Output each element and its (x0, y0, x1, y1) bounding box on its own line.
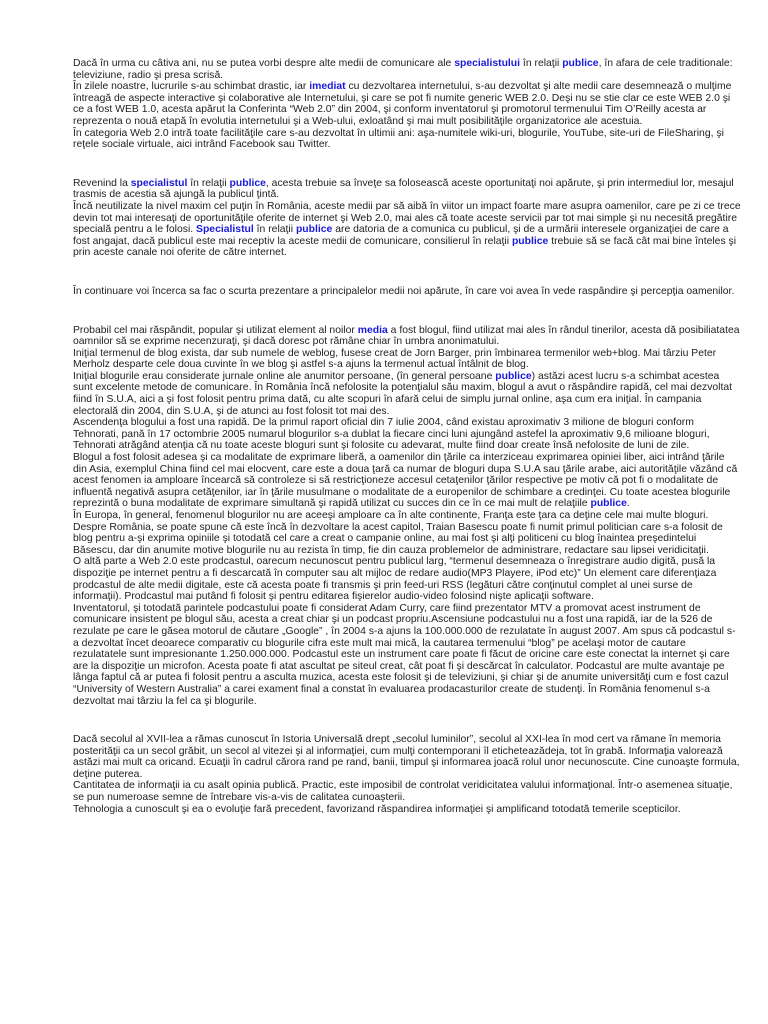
text-section (73, 325, 741, 708)
keyword-link[interactable]: publice (295, 224, 333, 236)
paragraph (73, 348, 741, 371)
paragraph (73, 371, 741, 417)
paragraph (73, 603, 741, 707)
keyword-link[interactable]: publice (229, 177, 266, 189)
keyword-link[interactable]: publice (590, 498, 627, 510)
text-run: În zilele noastre, lucrurile s-au schimbat drastic, iar (73, 81, 310, 93)
text-run: Revenind la (73, 177, 131, 189)
text-run: Ascendenţa blogului a fost una rapidă. De la primul raport oficial din 7 iulie 2004, când existau aproximativ 3 milione de bloguri conform Tehnorati, pană în 17 octombrie 2005 numarul blogurilor s-a dublat la fiecare cinci luni ajungând astefel la aproximativ 9,6 milioane bloguri, Tehnorati atrăgând atenţia că nu toate aceste bloguri sunt şi folosite cu adevarat, multe fiind doar create însă nefolosite de luni de zile. (73, 417, 710, 452)
text-run: În Europa, în general, fenomenul blogurilor nu are aceeşi amploare ca în alte continente, Franţa este ţara ca deţine cele mai multe bloguri. Despre România, se poate spune că este încă în dezvoltare la acest capitol, Traian Basescu poate fi numit primul politician care s-a folosit de blog pentru a-şi exprima opiniile şi totodată cel care a creat o campanie online, au mai fost şi alţi politiceni cu blog înaintea preşedintelui Băsescu, dar din anumite motive blogurile nu au rezista în timp, fie din cauza problemelor de administrare, redactare sau lipsei veridicitaţii. (73, 510, 723, 556)
paragraph (73, 417, 741, 452)
document-body (73, 58, 741, 815)
paragraph (73, 780, 741, 803)
paragraph (73, 510, 741, 556)
paragraph (73, 452, 741, 510)
text-run: Încă neutilizate la nivel maxim cel puţin în România, aceste medii par să aibă în viitor un impact foarte mare asupra oamenilor, care pe zi ce trece devin tot mai interesaţi de oportunităţile oferite de internet şi Web 2.0, mai ales că toate aceste servicii par tot mai simple şi nu necesită pregătire specială pentru a le folosi. (73, 200, 741, 236)
text-run: Iniţial termenul de blog exista, dar sub numele de weblog, fusese creat de Jorn Barger, prin îmbinarea termenilor web+blog. Mai târziu Peter Merholz desparte cele doua cuvinte în we blog şi astfel s-a ajuns la termenul actual întâlnit de blog. (73, 347, 717, 371)
text-run: Iniţial blogurile erau considerate jurnale online ale anumitor persoane, (în general persoane (73, 370, 496, 382)
text-run: În categoria Web 2.0 intră toate facilităţile care s-au dezvoltat în ultimii ani: aşa-numitele wiki-uri, blogurile, YouTube, site-uri de FileSharing, şi reţele sociale virtuale, aici intrând Facebook sau Twitter. (73, 127, 724, 151)
text-run: , acesta trebuie sa înveţe sa folosească aceste oportunitaţi noi apărute, şi prin intermediul lor, mesajul trasmis de acestia să ajungă la publicul ţintă. (73, 177, 734, 201)
text-run: în relaţii (520, 58, 563, 69)
keyword-link[interactable]: specialistul (130, 177, 188, 189)
text-run: Tehnologia a cunoscult şi ea o evoluţie fară precedent, favorizand răspandirea informaţiei şi amplificand totodată temerile scepticilor. (73, 803, 681, 815)
text-run: Dacă secolul al XVII-lea a rămas cunoscut în Istoria Universală drept „secolul luminilor”, secolul al XXI-lea în mod cert va rămane în memoria posterităţii ca un secol grăbit, un secol al vitezei şi al informaţiei, cum mulţi contemporani îl eticheteazădeja, tot în grabă. Informaţia valorează astăzi mai mult ca oricand. Ecuaţii în cadrul cărora rand pe rand, banii, timpul şi informarea joacă rolul unor necunoscute. Cine cunoaşte formula, deţine puterea. (73, 734, 740, 780)
paragraph (73, 325, 741, 348)
text-run: Dacă în urma cu câtiva ani, nu se putea vorbi despre alte medii de comunicare ale (73, 58, 455, 69)
paragraph (73, 734, 741, 780)
keyword-link[interactable]: publice (495, 370, 532, 382)
text-run: Inventatorul, şi totodată parintele podcastului poate fi considerat Adam Curry, care fiind prezentator MTV a promovat acest instrument de comunicare insistent pe blogul său, acesta a creat chiar şi un podcast propriu.Ascensiune podcastului nu a fost una rapidă, iar de la 526 de rezulate pe care le găsea motorul de căutare „Google” , în 2004 s-a ajuns la 100.000.000 de rezulatate în august 2007. Am spus că podcastul s-a dezvoltat încet deoarece comparativ cu blogurile cifra este mult mai mică, la cautarea termenului “blog” pe acelaşi motor de cautare rezulatatele sunt impresionante 1.250.000.000. Podcastul este un instrument care poate fi făcut de oricine care este conectat la internet şi care are la dispoziţie un microfon. Acesta poate fi atat ascultat pe siteul creat, cât poat fi şi descărcat în calculator. Podcastul are multe avantaje pe lânga faptul că ar putea fi folosit pentru a asculta muzica, acesta este folosit şi de televiziuni, şi chiar şi de anumite universităţi cum e fost cazul “University of Western Australia” a carei exament final a constat în evaluarea prodacasturilor create de studenţi. În România fenomenul s-a dezvoltat mai târziu la fel ca şi blogurile. (73, 602, 736, 707)
paragraph (73, 201, 741, 259)
keyword-link[interactable]: publice (511, 235, 549, 247)
paragraph (73, 556, 741, 602)
text-run: Probabil cel mai răspândit, popular şi utilizat element al noilor (73, 324, 358, 336)
paragraph (73, 178, 741, 201)
keyword-link[interactable]: media (357, 324, 388, 336)
paragraph (73, 81, 741, 127)
text-run: Blogul a fost folosit adesea şi ca modalitate de exprimare liberă, a oamenilor din ţările ca interziceau exprimarea opiniei liber, aici intrând ţările din Asia, exemplul China fiind cel mai elocvent, care este a doua ţară ca numar de bloguri dupa S.U.A sau ţările arabe, aici autorităţile văzând că acest fenomen ia amploare încearcă să controleze si să restricţioneze accesul cetaţenilor ţărilor respective pe motiv că pot fi o modalitate de influentă negativă asupra cetăţenilor, iar în ţările musulmane o modalitate de a europenilor de schimbare a credinţei. Cu toate acestea blogurile reprezintă o buna modalitate de exprimare simultană şi rapidă utilizat cu succes din ce în ce mai mult de relaţiile (73, 452, 738, 510)
text-run: , în afara de cele traditionale: televiziune, radio şi presa scrisă. (73, 58, 733, 81)
text-run: are datoria de a comunica cu publicul, şi de a urmării interesele organizaţiei de care a fost angajat, dacă publicul este mai receptiv la aceste medii de comunicare, consilierul în relaţii (73, 224, 729, 247)
text-section (73, 734, 741, 815)
paragraph (73, 58, 741, 81)
text-run: în relaţii (187, 177, 230, 189)
keyword-link[interactable]: specialistului (454, 58, 521, 69)
paragraph (73, 128, 741, 151)
text-section (73, 286, 741, 298)
text-run: ) astăzi acest lucru s-a schimbat acestea sunt excelente metode de comunicare. În România încă nefolosite la potenţialul său maxim, blogul a avut o răspândire rapidă, cel mai dezvoltat fiind în S.U.A, aici a şi fost folosit pentru prima dată, cu alte scopuri în afară celui de simplu jurnal online, aşa cum era iniţial. În campania electorală din 2004, din S.U.A, şi de atunci au fost folosit tot mai des. (73, 370, 733, 417)
text-run: trebuie să se facă cât mai bine înteles şi prin aceste canale noi oferite de către internet. (73, 235, 737, 259)
keyword-link[interactable]: imediat (309, 81, 346, 93)
text-section (73, 178, 741, 259)
keyword-link[interactable]: publice (562, 58, 599, 69)
text-run: Cantitatea de informaţii ia cu asalt opinia publică. Practic, este imposibil de controlat veridicitatea valului informaţional. Într-o asemenea situaţie, se pun numeroase semne de întrebare vis-a-vis de calitatea cunoaşterii. (73, 780, 733, 804)
text-run: a fost blogul, fiind utilizat mai ales în rândul tinerilor, acesta dă posibiliatatea oamnilor să se exprime necenzuraţi, şi dacă doresc pot rămâne chiar în umbra anonimatului. (73, 324, 740, 348)
paragraph (73, 804, 741, 816)
text-run: În continuare voi încerca sa fac o scurta prezentare a principalelor medii noi apărute, în care voi avea în vede raspândire şi percepţia oamenilor. (73, 285, 735, 297)
text-run: cu dezvoltarea internetului, s-au dezvoltat şi alte medii care desemnează o mulţime întreagă de aspecte interactive şi colaborative ale Internetului, şi care se pot fi numite generic WEB 2.0. Deşi nu se stie clar ce este WEB 2.0 şi ce a fost WEB 1.0, acesta apărut la Conferinta “Web 2.0” din 2004, şi conform inventatorul şi promotorul termenului Tim O’Reilly acesta ar reprezenta o nouă etapă în evolutia internetului şi a Web-ului, exloatând şi mai mult posibilităţile organizatorice ale acestuia. (73, 81, 732, 127)
text-section (73, 58, 741, 151)
paragraph (73, 286, 741, 298)
text-run: O altă parte a Web 2.0 este prodcastul, oarecum necunoscut pentru publicul larg, “termenul desemneaza o înregistrare audio digită, pusă la dispoziţie pe internet pentru a fi descarcată în computer sau alt mijloc de redare audio(MP3 Playere, iPod etc)” Un element care diferenţiaza prodcastul de alte medii digitale, este că acesta poate fi transmis şi prin feed-uri RSS (legături către conţinutul complet al unei surse de informaţii). Prodcastul mai putând fi folosit şi pentru editarea fişierelor audio-video folosind nişte aplicaţii software. (73, 556, 717, 603)
text-run: . (626, 498, 630, 510)
keyword-link[interactable]: Specialistul (196, 224, 254, 236)
text-run: în relaţii (253, 224, 296, 236)
